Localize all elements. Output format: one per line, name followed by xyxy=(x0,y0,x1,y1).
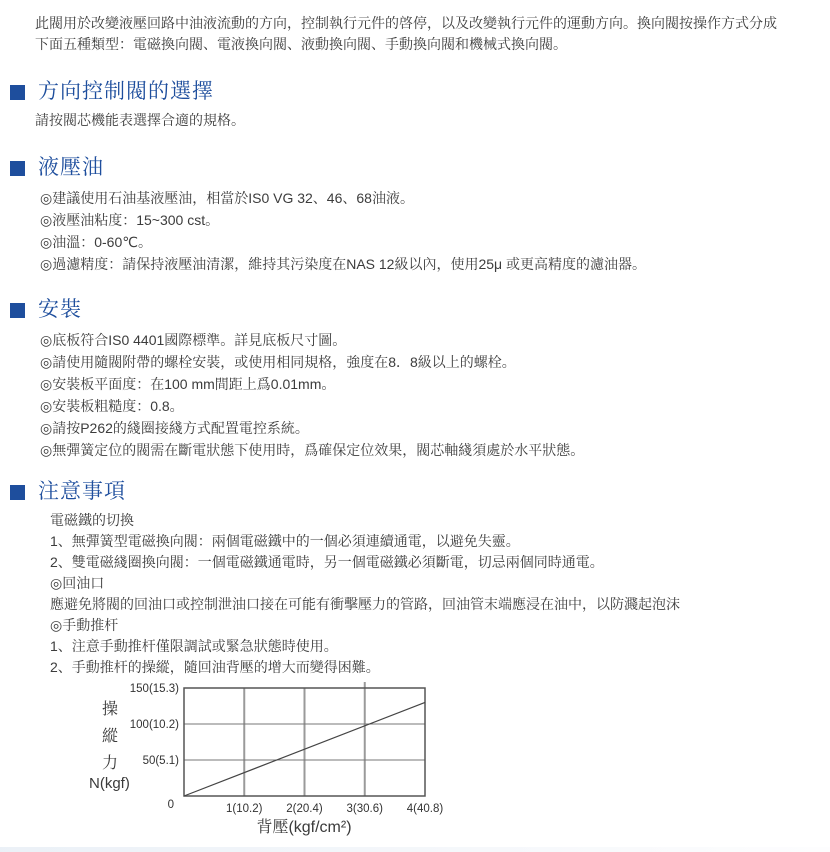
section-title: 方向控制閥的選擇 xyxy=(38,80,214,103)
chart-operating-force-vs-back-pressure xyxy=(88,682,830,843)
section-title: 安裝 xyxy=(38,298,82,321)
y-axis-label-char: 力 xyxy=(101,755,119,772)
y-tick-label: 50(5.1) xyxy=(142,755,179,767)
y-axis-label-char: 縱 xyxy=(101,728,119,745)
bullet-item: ◎無彈簧定位的閥需在斷電狀態下使用時，爲確保定位效果，閥芯軸綫須處於水平狀態。 xyxy=(40,442,585,458)
intro-paragraph xyxy=(0,0,830,55)
y-tick-label: 150(15.3) xyxy=(129,683,179,695)
note-item: 1、無彈簧型電磁換向閥：兩個電磁鐵中的一個必須連續通電，以避免失靈。 xyxy=(50,533,520,549)
bullet-list xyxy=(40,187,830,275)
blue-square-bullet-icon xyxy=(10,485,25,500)
note-list xyxy=(50,510,830,678)
x-tick-label: 1(10.2) xyxy=(226,803,263,815)
section-precautions xyxy=(0,479,830,678)
section-heading xyxy=(10,79,830,105)
section-heading xyxy=(10,479,830,505)
note-item: 電磁鐵的切換 xyxy=(50,512,134,528)
note-item: ◎回油口 xyxy=(50,575,105,591)
bullet-item: ◎請使用隨閥附帶的螺栓安裝，或使用相同規格，強度在8．8級以上的螺栓。 xyxy=(40,354,516,370)
x-tick-label: 3(30.6) xyxy=(346,803,383,815)
bullet-item: ◎安裝板粗糙度：0.8。 xyxy=(40,398,184,414)
section-hydraulic-oil xyxy=(0,155,830,275)
note-item: ◎手動推杆 xyxy=(50,617,119,633)
y-tick-label: 100(10.2) xyxy=(129,719,179,731)
note-item: 2、手動推杆的操縱，隨回油背壓的增大而變得困難。 xyxy=(50,659,380,675)
bullet-item: ◎液壓油粘度：15~300 cst。 xyxy=(40,212,220,228)
section-valve-selection xyxy=(0,79,830,131)
x-tick-label: 2(20.4) xyxy=(286,803,323,815)
bullet-item: ◎油溫：0-60℃。 xyxy=(40,234,152,250)
x-axis-label: 背壓(kgf/cm²) xyxy=(256,819,352,836)
x-tick-label: 0 xyxy=(167,799,174,811)
section-text-line: 請按閥芯機能表選擇合適的規格。 xyxy=(35,112,245,128)
note-item: 2、雙電磁綫圈換向閥：一個電磁鐵通電時，另一個電磁鐵必須斷電，切忌兩個同時通電。 xyxy=(50,554,604,570)
bullet-item: ◎請按P262的綫圈接綫方式配置電控系統。 xyxy=(40,420,309,436)
bullet-item: ◎底板符合IS0 4401國際標準。詳見底板尺寸圖。 xyxy=(40,332,347,348)
section-title: 注意事項 xyxy=(38,480,126,503)
section-heading xyxy=(10,155,830,181)
x-tick-label: 4(40.8) xyxy=(406,803,444,815)
y-axis-label-char: 操 xyxy=(101,701,119,718)
blue-square-bullet-icon xyxy=(10,85,25,100)
bullet-list xyxy=(40,329,830,461)
chart-canvas xyxy=(88,682,478,840)
note-item: 1、注意手動推杆僅限調試或緊急狀態時使用。 xyxy=(50,638,338,654)
y-axis-unit-label: N(kgf) xyxy=(89,775,130,792)
bullet-item: ◎過濾精度：請保持液壓油清潔，維持其污染度在NAS 12級以內，使用25μ 或更高精度的濾油器。 xyxy=(40,256,646,272)
blue-square-bullet-icon xyxy=(10,303,25,318)
bullet-item: ◎安裝板平面度：在100 mm間距上爲0.01mm。 xyxy=(40,376,336,392)
page-footer-gradient-band xyxy=(0,847,830,852)
blue-square-bullet-icon xyxy=(10,161,25,176)
section-title: 液壓油 xyxy=(38,156,104,179)
note-item: 應避免將閥的回油口或控制泄油口接在可能有衝擊壓力的管路，回油管末端應浸在油中，以防濺起泡沫 xyxy=(50,596,680,612)
section-heading xyxy=(10,297,830,323)
section-installation xyxy=(0,297,830,461)
intro-line-1: 此閥用於改變液壓回路中油液流動的方向，控制執行元件的啓停，以及改變執行元件的運動方向。換向閥按操作方式分成 xyxy=(35,15,777,31)
bullet-item: ◎建議使用石油基液壓油，相當於IS0 VG 32、46、68油液。 xyxy=(40,190,414,206)
intro-line-2: 下面五種類型：電磁換向閥、電液換向閥、液動換向閥、手動換向閥和機械式換向閥。 xyxy=(35,36,567,52)
